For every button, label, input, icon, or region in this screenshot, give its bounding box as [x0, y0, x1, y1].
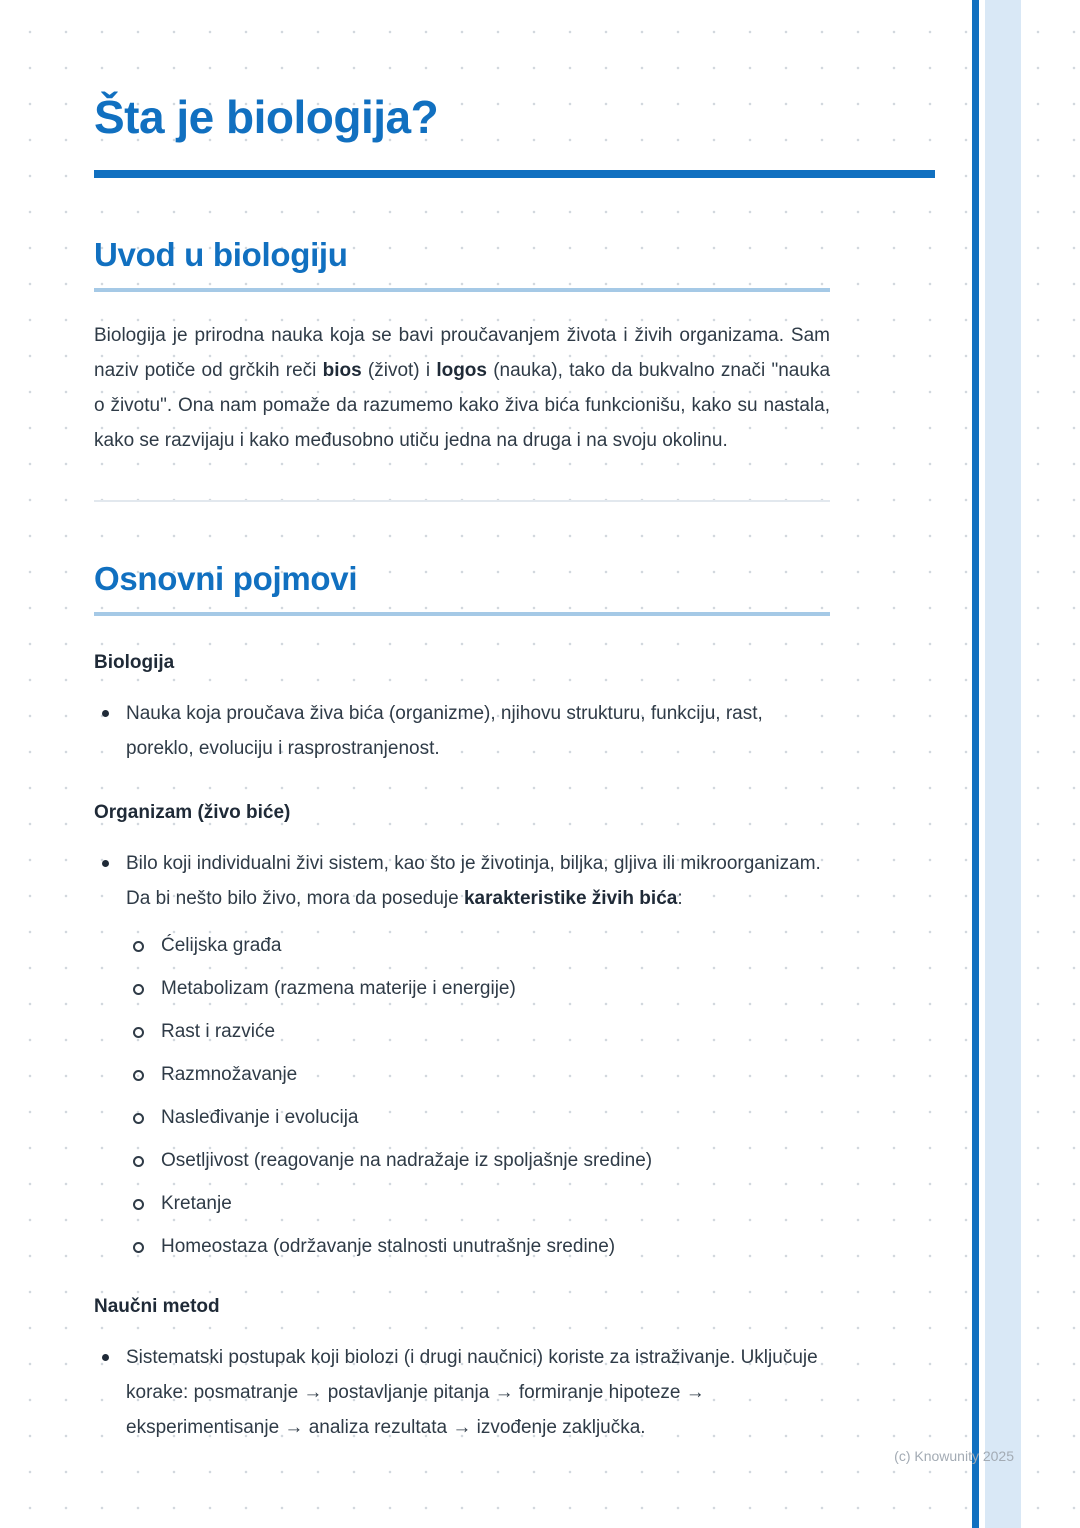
definition-list-organizam — [94, 846, 830, 1260]
document-content — [94, 0, 830, 1445]
term-title-biologija: Biologija — [94, 652, 175, 673]
definition-list-naucni-metod — [94, 1340, 830, 1445]
term-title-organizam: Organizam (živo biće) — [94, 802, 291, 823]
list-item: Metabolizam (razmena materije i energije) — [128, 975, 830, 1002]
copyright-footer: (c) Knowunity 2025 — [894, 1448, 1014, 1464]
list-item: Rast i razviće — [128, 1018, 830, 1045]
right-accent-line — [972, 0, 979, 1528]
bold-term-logos: logos — [436, 360, 487, 381]
paragraph-text: Biologija je prirodna nauka koja se bavi proučavanjem života i živih organizama. Sam naziv potiče od grčkih reči — [94, 325, 830, 381]
heading-underline-pojmovi — [94, 612, 830, 616]
list-item: Razmnožavanje — [128, 1061, 830, 1088]
definition-list-biologija — [94, 696, 830, 766]
paragraph-text: (nauka), tako da bukvalno znači "nauka o životu". Ona nam pomaže da razumemo kako živa bića funkcionišu, kako su nastala, kako se razvijaju i kako međusobno utiču jedna na druga i na svoju okolinu. — [94, 360, 831, 451]
definition-text: : — [677, 888, 683, 909]
list-item — [94, 696, 830, 766]
section-divider — [94, 500, 830, 502]
list-item: Osetljivost (reagovanje na nadražaje iz spoljašnje sredine) — [128, 1147, 830, 1174]
bold-phrase-karakteristike: karakteristike živih bića — [463, 888, 678, 909]
term-title-naucni-metod: Naučni metod — [94, 1296, 220, 1317]
section-uvod — [94, 236, 830, 458]
section-heading-pojmovi: Osnovni pojmovi — [94, 560, 358, 597]
section-heading-uvod: Uvod u biologiju — [94, 236, 348, 273]
list-item: Nasleđivanje i evolucija — [128, 1104, 830, 1131]
bold-term-bios: bios — [322, 360, 362, 381]
definition-text: Bilo koji individualni živi sistem, kao što je životinja, biljka, gljiva ili mikroorganizam. Da bi nešto bilo živo, mora da poseduje — [126, 853, 821, 909]
intro-paragraph — [94, 318, 830, 458]
list-item: Ćelijska građa — [128, 932, 830, 959]
title-underline — [94, 170, 935, 178]
list-item: Kretanje — [128, 1190, 830, 1217]
list-item: Homeostaza (održavanje stalnosti unutrašnje sredine) — [128, 1233, 830, 1260]
section-pojmovi — [94, 560, 830, 1445]
heading-underline-uvod — [94, 288, 830, 292]
paragraph-text: (život) i — [361, 360, 437, 381]
page-title: Šta je biologija? — [94, 91, 439, 143]
characteristics-list — [128, 932, 830, 1260]
definition-text: Sistematski postupak koji biolozi (i drugi naučnici) koriste za istraživanje. Uključuje korake: posmatranje → postavljanje pitanja → formiranje hipoteze → eksperimentisanje → analiza rezultata → izvođenje zaključka. — [126, 1347, 818, 1438]
definition-text: Nauka koja proučava živa bića (organizme), njihovu strukturu, funkciju, rast, poreklo, evoluciju i rasprostranjenost. — [126, 703, 763, 759]
right-accent-band — [985, 0, 1021, 1528]
list-item — [94, 846, 830, 1260]
list-item — [94, 1340, 830, 1445]
